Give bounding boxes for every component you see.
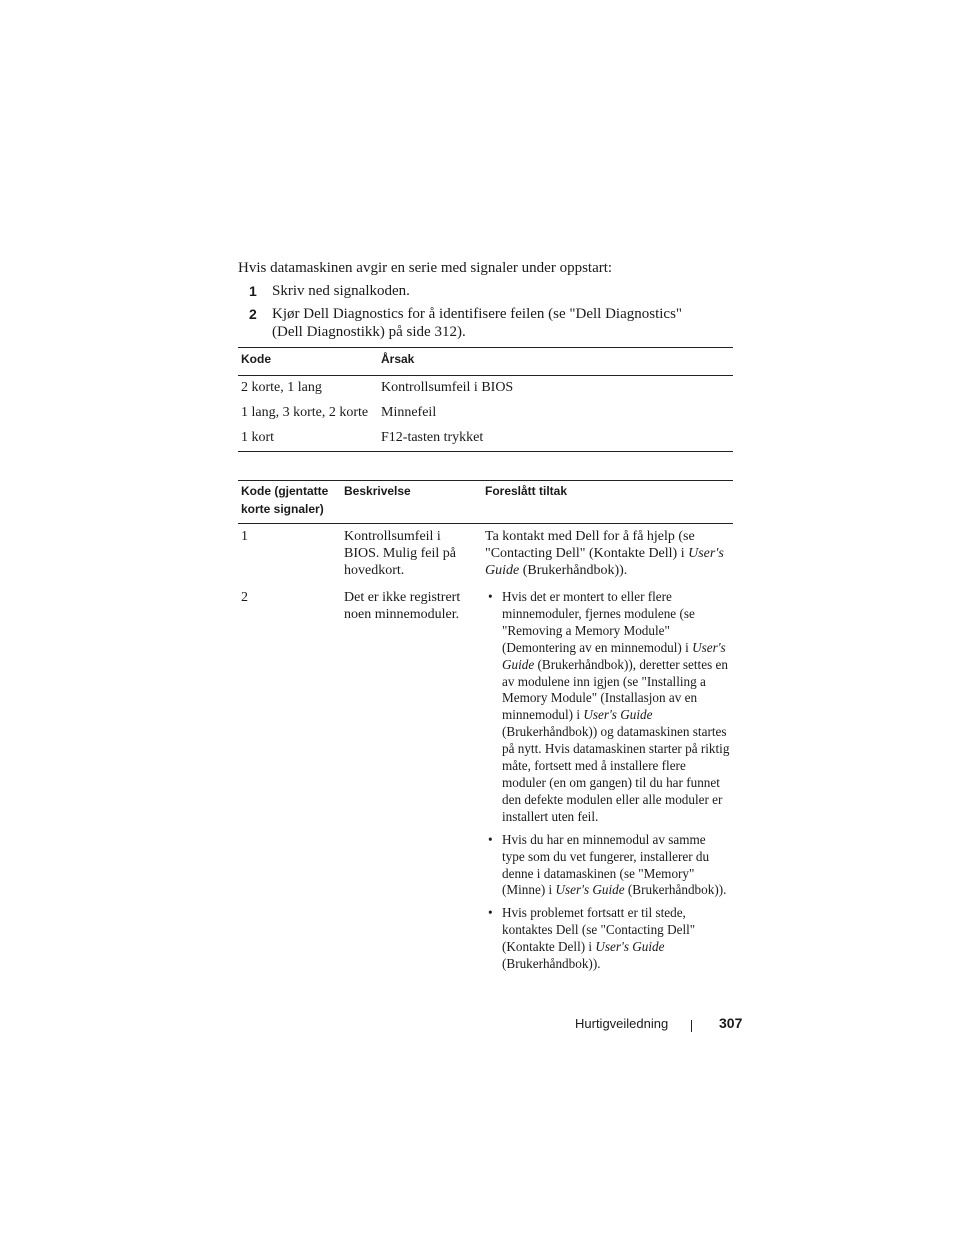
cell-description: Kontrollsumfeil i BIOS. Mulig feil på hovedkort. <box>344 529 456 578</box>
cell-code: 1 lang, 3 korte, 2 korte <box>241 404 369 420</box>
beep-code-table <box>238 347 733 452</box>
step-number: 1 <box>249 283 257 299</box>
cell-cause: Minnefeil <box>381 404 437 420</box>
cell-action <box>482 585 733 985</box>
list-item <box>238 305 708 341</box>
column-header-code: Kode <box>238 348 378 376</box>
list-item: • Hvis du har en minnemodul av samme type som du vet fungerer, installerer du denne i datamaskinen (se "Memory" (Minne) i User's Guide (Brukerhåndbok)). <box>485 832 730 900</box>
step-text: Kjør Dell Diagnostics for å identifisere feilen (se "Dell Diagnostics" (Dell Diagnostikk) på side 312). <box>272 306 683 340</box>
table-row <box>238 426 733 452</box>
page-footer <box>575 1015 745 1035</box>
cell-code: 2 <box>241 590 248 605</box>
table-row <box>238 401 733 426</box>
step-text: Skriv ned signalkoden. <box>272 283 410 299</box>
step-number: 2 <box>249 306 257 322</box>
cell-cause: Kontrollsumfeil i BIOS <box>381 379 514 395</box>
footer-label: Hurtigveiledning <box>575 1016 669 1031</box>
cell-code: 2 korte, 1 lang <box>241 379 322 395</box>
table-header-row <box>238 481 733 524</box>
intro-text: Hvis datamaskinen avgir en serie med signaler under oppstart: <box>238 260 613 276</box>
table-row <box>238 585 733 985</box>
cell-action: Ta kontakt med Dell for å få hjelp (se "Contacting Dell" (Kontakte Dell) i User's Guide (Brukerhåndbok)). <box>485 529 724 578</box>
cell-description: Det er ikke registrert noen minnemoduler. <box>344 590 461 622</box>
page-number: 307 <box>719 1015 743 1031</box>
list-item: • Hvis det er montert to eller flere minnemoduler, fjernes modulene (se "Removing a Memory Module" (Demontering av en minnemodul) i User's Guide (Brukerhåndbok)), deretter settes en av modulene inn igjen (se "Installing a Memory Module" (Installasjon av en minnemodul) i User's Guide (Brukerhåndbok)) og datamaskinen startes på nytt. Hvis datamaskinen starter på riktig måte, fortsett med å installere flere moduler (en om gangen) til du har funnet den defekte modulen eller alle moduler er installert uten feil. <box>485 589 730 826</box>
list-item: • Hvis problemet fortsatt er til stede, kontaktes Dell (se "Contacting Dell" (Kontakte Dell) i User's Guide (Brukerhåndbok)). <box>485 905 730 973</box>
column-header-cause: Årsak <box>378 348 733 376</box>
step-list <box>238 282 708 346</box>
column-header-suggested-action: Foreslått tiltak <box>482 481 733 524</box>
table-header-row <box>238 348 733 376</box>
cell-code: 1 kort <box>241 429 275 445</box>
footer-divider <box>691 1020 692 1032</box>
repeated-beep-table <box>238 480 733 985</box>
column-header-description: Beskrivelse <box>341 481 482 524</box>
cell-code: 1 <box>241 529 248 544</box>
action-bullet-list <box>485 589 730 973</box>
table-row <box>238 524 733 586</box>
column-header-code: Kode (gjentatte korte signaler) <box>238 481 341 524</box>
cell-cause: F12-tasten trykket <box>381 429 484 445</box>
table-row <box>238 375 733 401</box>
list-item <box>238 282 708 300</box>
